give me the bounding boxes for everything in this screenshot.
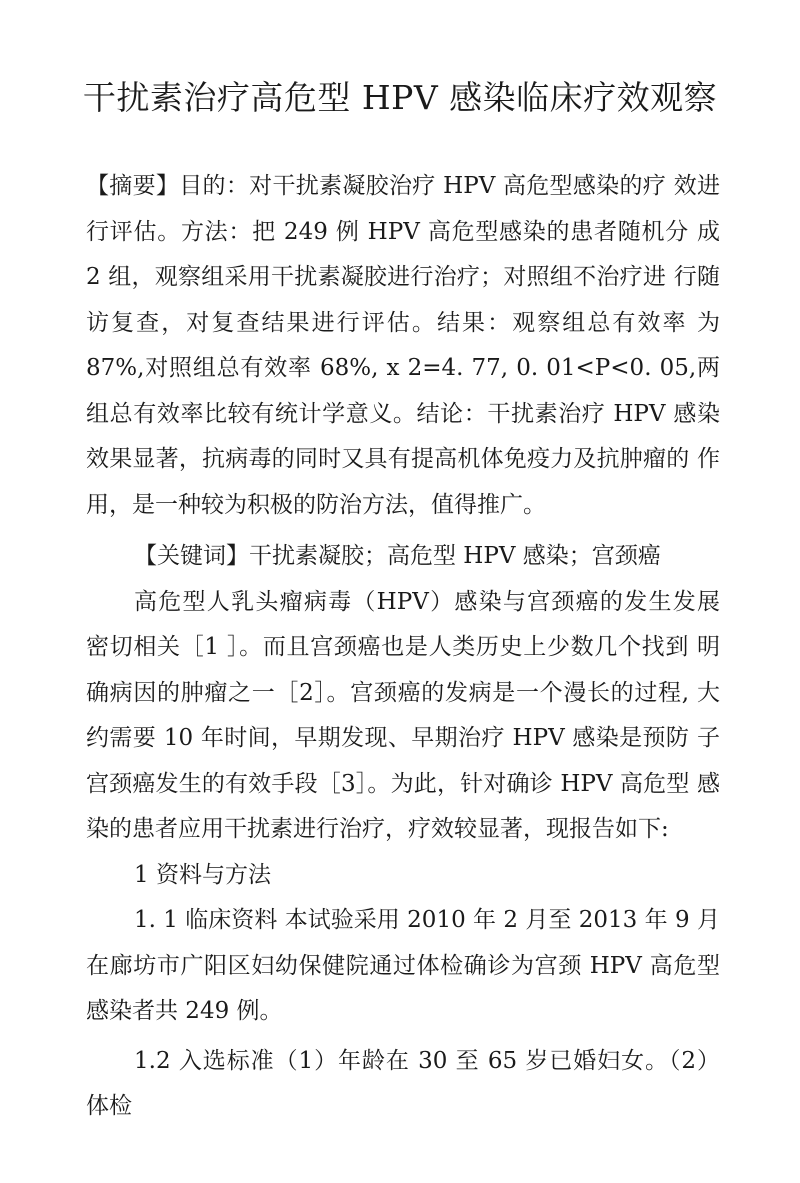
- intro-paragraph: 高危型人乳头瘤病毒（HPV）感染与宫颈癌的发生发展 密切相关［1 ］。而且宫颈癌也是人类历史上少数几个找到 明确病因的肿瘤之一［2］。宫颈癌的发病是一个漫长的过程, 大约需要 10 年时间，早期发现、早期治疗 HPV 感染是预防 子宫颈癌发生的有效手段［3］。为此，针对确诊 HPV 高危型 感染的患者应用干扰素进行治疗，疗效较显著，现报告如下:: [86, 588, 720, 842]
- keywords-paragraph: 【关键词】干扰素凝胶；高危型 HPV 感染；宫颈癌: [134, 543, 661, 569]
- clinical-data-paragraph: 1. 1 临床资料 本试验采用 2010 年 2 月至 2013 年 9 月 在廊坊市广阳区妇幼保健院通过体检确诊为宫颈 HPV 高危型 感染者共 249 例。: [86, 907, 720, 1024]
- document-title: 干扰素治疗高危型 HPV 感染临床疗效观察: [82, 78, 718, 117]
- abstract-paragraph: 【摘要】目的：对干扰素凝胶治疗 HPV 高危型感染的疗 效进行评估。方法：把 249 例 HPV 高危型感染的患者随机分 成 2 组，观察组采用干扰素凝胶进行治疗；对照组不治疗进 行随访复查，对复查结果进行评估。结果：观察组总有效率 为 87%,对照组总有效率 68%, x 2=4. 77, 0. 01<P<0. 05,两 组总有效率比较有统计学意义。结论：干扰素治疗 HPV 感染 效果显著，抗病毒的同时又具有提高机体免疫力及抗肿瘤的 作用，是一种较为积极的防治方法，值得推广。: [86, 173, 720, 518]
- section-heading-materials-methods: 1 资料与方法: [134, 861, 271, 888]
- document-body: [86, 164, 720, 1130]
- inclusion-criteria-paragraph: 1.2 入选标准（1）年龄在 30 至 65 岁已婚妇女。（2） 体检: [86, 1047, 720, 1119]
